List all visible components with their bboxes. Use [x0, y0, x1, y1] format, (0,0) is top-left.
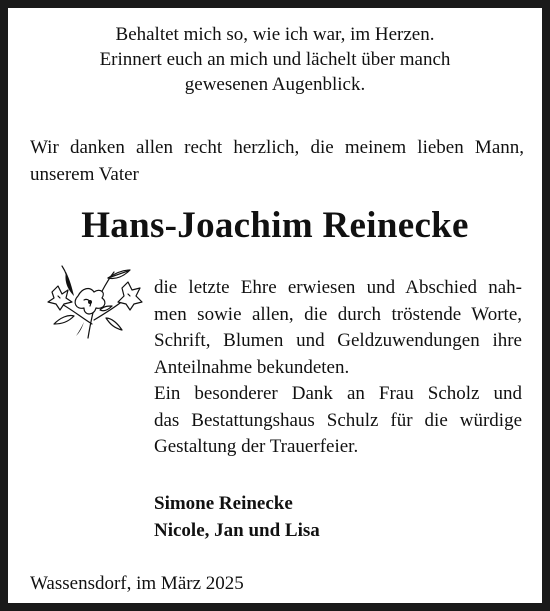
- body-line: die letzte Ehre erwiesen und Abschied nah-: [154, 277, 522, 298]
- body-line: Ein besonderer Dank an Frau Scholz und: [154, 383, 522, 404]
- flower-icon: [44, 262, 144, 340]
- signer-name: Simone Reinecke: [154, 493, 293, 514]
- poem-line: gewesenen Augenblick.: [184, 74, 366, 95]
- thanks-line: unserem Vater: [30, 164, 139, 185]
- body-line: Gestaltung der Trauerfeier.: [154, 436, 359, 457]
- body-line: das Bestattungshaus Schulz für die würdige: [154, 409, 522, 431]
- thanks-intro: [30, 134, 524, 188]
- signers: [154, 490, 320, 544]
- body-line: Anteilnahme bekundeten.: [154, 356, 350, 378]
- thanks-line: Wir danken allen recht herzlich, die meinem lieben Mann,: [30, 137, 524, 158]
- poem-line: Erinnert euch an mich und lächelt über manch: [99, 49, 451, 70]
- deceased-name: Hans-Joachim Reinecke: [81, 205, 469, 246]
- place-date: Wassensdorf, im März 2025: [30, 573, 244, 594]
- signer-name: Nicole, Jan und Lisa: [154, 520, 320, 541]
- body-line: men sowie allen, die durch tröstende Worte,: [154, 303, 522, 325]
- poem-verse: [8, 22, 542, 97]
- body-line: Schrift, Blumen und Geldzuwendungen ihre: [154, 330, 522, 351]
- poem-line: Behaltet mich so, wie ich war, im Herzen.: [115, 24, 435, 45]
- thanks-body: [154, 275, 522, 461]
